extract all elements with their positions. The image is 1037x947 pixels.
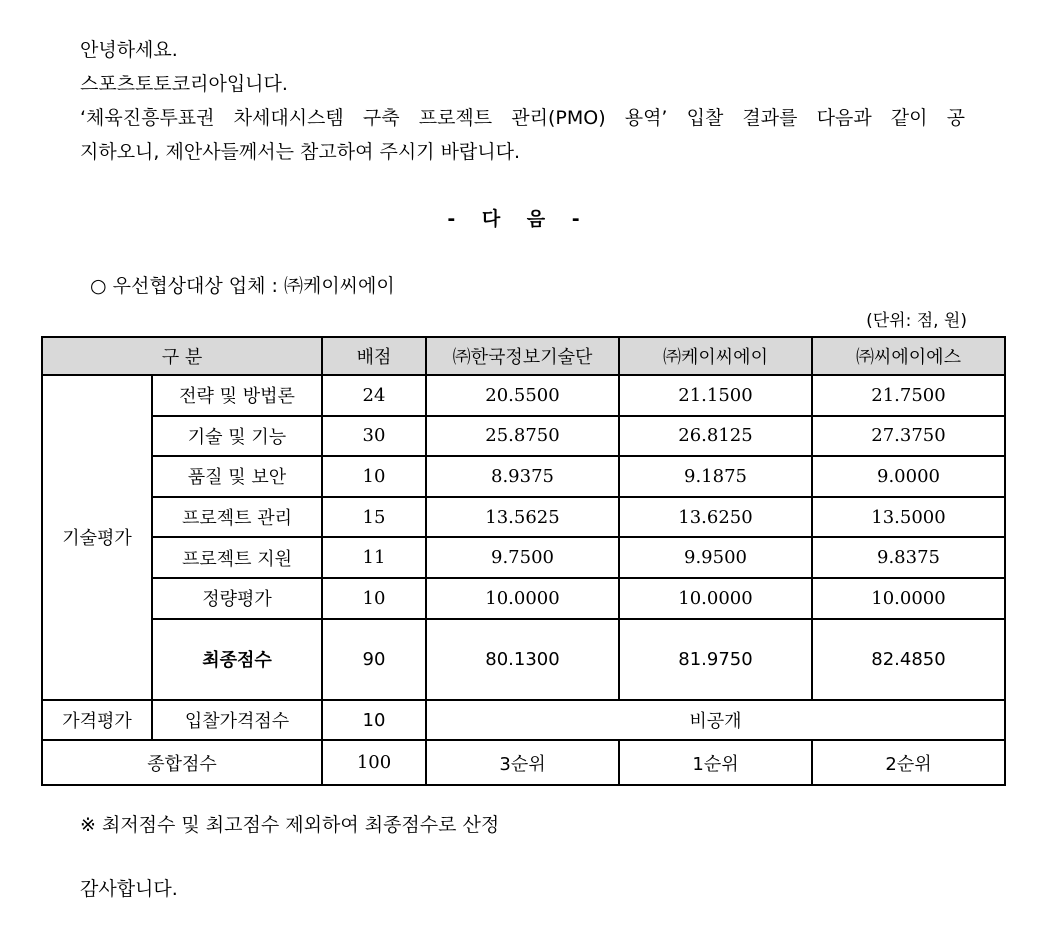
row-points: 24 (322, 375, 426, 416)
bid-results-table (41, 336, 1006, 786)
table-row (42, 537, 1005, 578)
preferred-bidder-text: ○ 우선협상대상 업체 : ㈜케이씨에이 (90, 275, 395, 297)
announcement-line-1: ‘체육진흥투표권 차세대시스템 구축 프로젝트 관리(PMO) 용역’ 입찰 결과를 다음과 같이 공 (80, 107, 965, 129)
price-eval-row (42, 700, 1005, 741)
rank-company-2: 1순위 (619, 740, 812, 785)
score-company-3: 21.7500 (812, 375, 1005, 416)
row-label: 프로젝트 지원 (152, 537, 322, 578)
section-heading: - 다 음 - (447, 208, 590, 230)
tech-eval-group: 기술평가 (42, 375, 152, 700)
score-company-2: 9.9500 (619, 537, 812, 578)
row-points: 30 (322, 416, 426, 457)
row-points: 11 (322, 537, 426, 578)
row-label: 정량평가 (152, 578, 322, 619)
score-company-3: 13.5000 (812, 497, 1005, 538)
score-company-1: 10.0000 (426, 578, 619, 619)
final-score-points: 90 (322, 619, 426, 700)
score-company-1: 9.7500 (426, 537, 619, 578)
score-company-3: 27.3750 (812, 416, 1005, 457)
price-eval-value: 비공개 (426, 700, 1005, 741)
table-row (42, 375, 1005, 416)
score-company-2: 13.6250 (619, 497, 812, 538)
scoring-note: ※ 최저점수 및 최고점수 제외하여 최종점수로 산정 (80, 814, 500, 836)
score-company-3: 9.0000 (812, 456, 1005, 497)
row-label: 프로젝트 관리 (152, 497, 322, 538)
score-company-1: 8.9375 (426, 456, 619, 497)
score-company-1: 25.8750 (426, 416, 619, 457)
table-row (42, 416, 1005, 457)
row-points: 15 (322, 497, 426, 538)
table-row (42, 578, 1005, 619)
announcement-line-2: 지하오니, 제안사들께서는 참고하여 주시기 바랍니다. (80, 141, 521, 163)
unit-label: (단위: 점, 원) (866, 311, 967, 331)
row-label: 기술 및 기능 (152, 416, 322, 457)
price-eval-points: 10 (322, 700, 426, 741)
final-score-row (42, 619, 1005, 700)
total-score-label: 종합점수 (42, 740, 322, 785)
price-eval-label: 입찰가격점수 (152, 700, 322, 741)
rank-company-3: 2순위 (812, 740, 1005, 785)
table-row (42, 456, 1005, 497)
total-score-points: 100 (322, 740, 426, 785)
final-score-company-1: 80.1300 (426, 619, 619, 700)
row-points: 10 (322, 456, 426, 497)
score-company-2: 10.0000 (619, 578, 812, 619)
row-label: 전략 및 방법론 (152, 375, 322, 416)
final-score-company-3: 82.4850 (812, 619, 1005, 700)
final-score-company-2: 81.9750 (619, 619, 812, 700)
score-company-1: 13.5625 (426, 497, 619, 538)
score-company-2: 26.8125 (619, 416, 812, 457)
company-intro-text: 스포츠토토코리아입니다. (80, 73, 288, 95)
score-company-3: 10.0000 (812, 578, 1005, 619)
table-row (42, 497, 1005, 538)
header-category: 구 분 (42, 337, 322, 375)
header-company-2: ㈜케이씨에이 (619, 337, 812, 375)
header-company-3: ㈜씨에이에스 (812, 337, 1005, 375)
row-label: 품질 및 보안 (152, 456, 322, 497)
header-company-1: ㈜한국정보기술단 (426, 337, 619, 375)
score-company-2: 9.1875 (619, 456, 812, 497)
score-company-2: 21.1500 (619, 375, 812, 416)
score-company-1: 20.5500 (426, 375, 619, 416)
header-points: 배점 (322, 337, 426, 375)
closing-text: 감사합니다. (80, 878, 178, 900)
row-points: 10 (322, 578, 426, 619)
rank-company-1: 3순위 (426, 740, 619, 785)
price-eval-group: 가격평가 (42, 700, 152, 741)
final-score-label: 최종점수 (152, 619, 322, 700)
greeting-text: 안녕하세요. (80, 39, 178, 61)
score-company-3: 9.8375 (812, 537, 1005, 578)
total-score-row (42, 740, 1005, 785)
